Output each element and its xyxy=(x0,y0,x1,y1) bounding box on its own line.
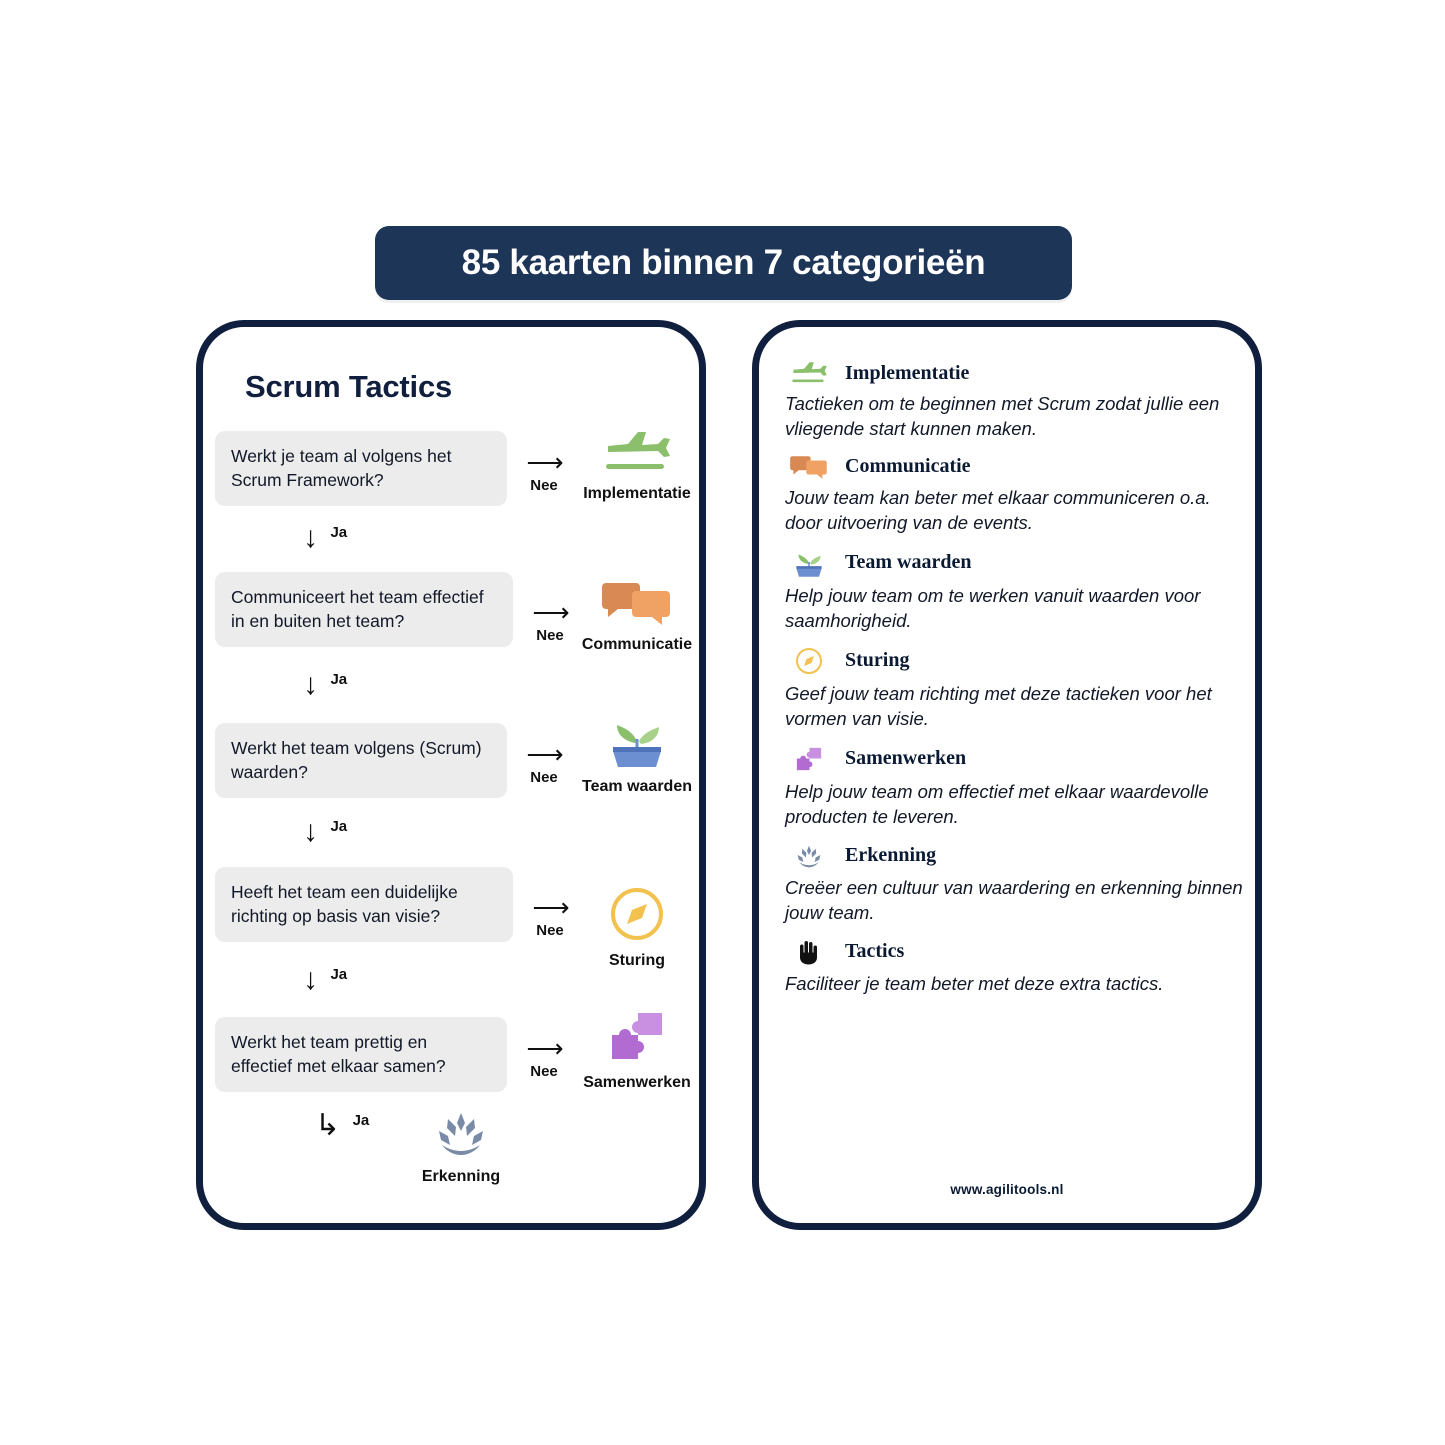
arrow-down-icon: ↓ xyxy=(303,963,318,996)
page-title: 85 kaarten binnen 7 categorieën xyxy=(461,243,986,282)
flow-step-2 xyxy=(215,572,701,672)
legend-description: Creëer een cultuur van waardering en erkenning binnen jouw team. xyxy=(785,876,1243,923)
branch-yes-label-4: Ja xyxy=(330,966,348,983)
arrow-right-icon: ⟶ xyxy=(532,892,568,922)
legend-item-implementatie xyxy=(781,359,1247,442)
branch-yes-label-3: Ja xyxy=(330,818,348,835)
legend-description: Faciliteer je team beter met deze extra tactics. xyxy=(785,972,1164,994)
sprout-icon xyxy=(787,547,831,579)
legend-title: Communicatie xyxy=(845,455,971,478)
compass-icon xyxy=(605,883,669,945)
speech-bubbles-icon xyxy=(787,453,831,481)
legend-head xyxy=(781,645,1247,677)
legend-item-communicatie xyxy=(781,453,1247,536)
header-banner xyxy=(375,226,1072,300)
legend-item-sturing xyxy=(781,645,1247,732)
branch-no-3 xyxy=(515,741,573,786)
question-box-1: Werkt je team al volgens het Scrum Framework? xyxy=(215,431,507,506)
branch-yes-2 xyxy=(303,670,393,700)
arrow-curve-icon: ↳ xyxy=(315,1109,341,1142)
question-box-5: Werkt het team prettig en effectief met elkaar samen? xyxy=(215,1017,507,1092)
arrow-right-icon: ⟶ xyxy=(532,597,568,627)
legend-description: Help jouw team om effectief met elkaar waardevolle producten te leveren. xyxy=(785,780,1209,827)
category-label-erkenning: Erkenning xyxy=(421,1168,501,1185)
legend-list xyxy=(781,359,1247,1008)
legend-head xyxy=(781,359,1247,387)
branch-yes-label-2: Ja xyxy=(330,671,348,688)
legend-head xyxy=(781,547,1247,579)
category-label-samenwerken: Samenwerken xyxy=(583,1074,691,1091)
legend-item-tactics xyxy=(781,937,1247,997)
branch-no-label-2: Nee xyxy=(536,627,564,644)
legend-title: Erkenning xyxy=(845,844,937,867)
category-team-waarden xyxy=(567,711,707,796)
hand-icon xyxy=(787,937,831,967)
branch-no-label-3: Nee xyxy=(530,769,558,786)
legend-description: Geef jouw team richting met deze tactieken voor het vormen van visie. xyxy=(785,682,1212,729)
category-label-implementatie: Implementatie xyxy=(583,485,691,502)
legend-item-team-waarden xyxy=(781,547,1247,634)
legend-item-erkenning xyxy=(781,841,1247,926)
branch-no-label-4: Nee xyxy=(536,922,564,939)
flow-step-5 xyxy=(215,1017,701,1103)
legend-title: Team waarden xyxy=(845,551,972,574)
flow-step-3 xyxy=(215,723,701,809)
laurel-icon xyxy=(787,841,831,871)
legend-description: Tactieken om te beginnen met Scrum zodat jullie een vliegende start kunnen maken. xyxy=(785,393,1220,439)
legend-title: Tactics xyxy=(845,940,905,963)
arrow-down-icon: ↓ xyxy=(303,521,318,554)
branch-no-5 xyxy=(515,1035,573,1080)
branch-yes-3 xyxy=(303,817,393,847)
airplane-icon xyxy=(787,359,831,387)
flow-final xyxy=(215,1111,701,1211)
compass-icon xyxy=(787,645,831,677)
legend-description: Help jouw team om te werken vanuit waarden voor saamhorigheid. xyxy=(785,584,1201,631)
legend-item-samenwerken xyxy=(781,743,1247,830)
speech-bubbles-icon xyxy=(600,577,674,629)
branch-yes-label-5: Ja xyxy=(352,1112,370,1129)
arrow-down-icon: ↓ xyxy=(303,668,318,701)
category-sturing xyxy=(567,883,707,970)
legend-card xyxy=(752,320,1262,1230)
website-url[interactable]: www.agilitools.nl xyxy=(950,1182,1064,1197)
flow-step-1 xyxy=(215,431,701,517)
arrow-down-icon: ↓ xyxy=(303,815,318,848)
branch-no-1 xyxy=(515,449,573,494)
legend-title: Samenwerken xyxy=(845,747,967,770)
category-communicatie xyxy=(567,577,707,654)
category-implementatie xyxy=(567,426,707,503)
question-box-4: Heeft het team een duidelijke richting op basis van visie? xyxy=(215,867,513,942)
arrow-right-icon: ⟶ xyxy=(526,739,562,769)
legend-head xyxy=(781,743,1247,775)
category-label-communicatie: Communicatie xyxy=(581,636,693,653)
legend-head xyxy=(781,453,1247,481)
category-samenwerken xyxy=(567,1005,707,1092)
flowchart-title: Scrum Tactics xyxy=(245,369,453,404)
question-box-2: Communiceert het team effectief in en buiten het team? xyxy=(215,572,513,647)
puzzle-icon xyxy=(602,1005,672,1067)
legend-head xyxy=(781,937,1247,967)
branch-no-label-1: Nee xyxy=(530,477,558,494)
arrow-right-icon: ⟶ xyxy=(526,1033,562,1063)
branch-no-label-5: Nee xyxy=(530,1063,558,1080)
branch-yes-label-1: Ja xyxy=(330,524,348,541)
puzzle-icon xyxy=(787,743,831,775)
airplane-icon xyxy=(598,426,676,478)
flow-step-4 xyxy=(215,867,701,967)
flowchart-card xyxy=(196,320,706,1230)
question-box-3: Werkt het team volgens (Scrum) waarden? xyxy=(215,723,507,798)
category-erkenning xyxy=(391,1105,531,1186)
laurel-icon xyxy=(426,1105,496,1161)
legend-head xyxy=(781,841,1247,871)
legend-title: Implementatie xyxy=(845,361,970,384)
legend-description: Jouw team kan beter met elkaar communiceren o.a. door uitvoering van de events. xyxy=(785,486,1211,533)
arrow-right-icon: ⟶ xyxy=(526,447,562,477)
category-label-sturing: Sturing xyxy=(609,952,665,969)
category-label-team-waarden: Team waarden xyxy=(582,778,692,795)
branch-yes-4 xyxy=(303,965,393,995)
branch-yes-1 xyxy=(303,523,393,553)
legend-title: Sturing xyxy=(845,649,910,672)
sprout-icon xyxy=(601,711,673,771)
